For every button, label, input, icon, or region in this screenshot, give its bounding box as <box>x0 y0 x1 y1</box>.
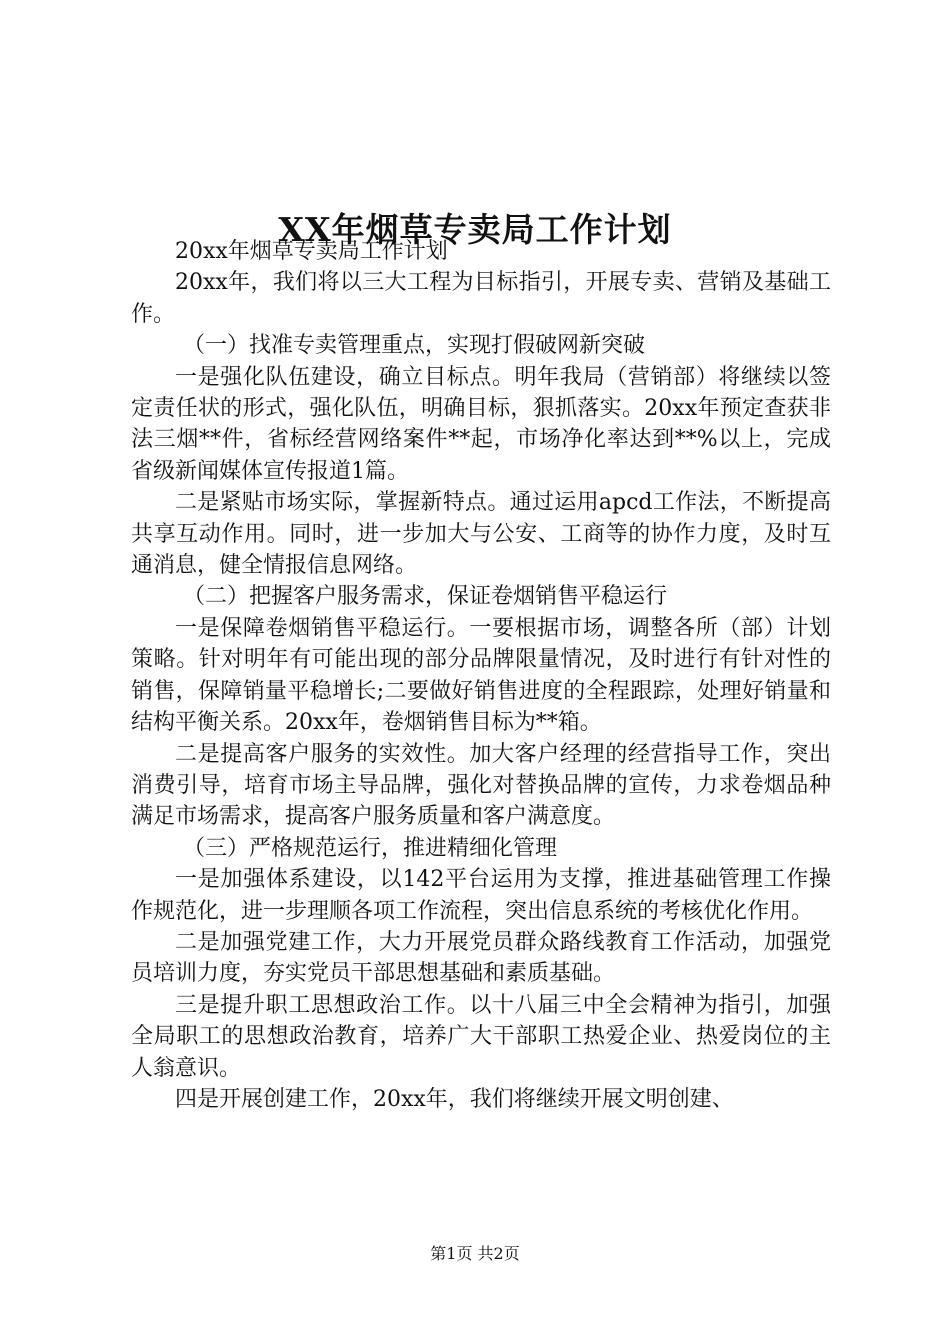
paragraph: 一是强化队伍建设，确立目标点。明年我局（营销部）将继续以签定责任状的形式，强化队伍，明确目标，狠抓落实。20xx年预定查获非法三烟**件，省标经营网络案件**起，市场净化率达到**%以上，完成省级新闻媒体宣传报道1篇。 <box>131 364 831 484</box>
section-heading-3: （三）严格规范运行，推进精细化管理 <box>183 835 558 861</box>
section-heading-1: （一）找准专卖管理重点，实现打假破网新突破 <box>183 333 646 359</box>
paragraph: 二是提高客户服务的实效性。加大客户经理的经营指导工作，突出消费引导，培育市场主导品牌，强化对替换品牌的宣传，力求卷烟品种满足市场需求，提高客户服务质量和客户满意度。 <box>131 741 831 830</box>
document-title: XX年烟草专卖局工作计划 <box>278 210 672 250</box>
paragraph-subtitle: 20xx年烟草专卖局工作计划 <box>175 239 448 264</box>
paragraph: 二是加强党建工作，大力开展党员群众路线教育工作活动，加强党员培训力度，夯实党员干部思想基础和素质基础。 <box>131 929 831 987</box>
paragraph: 四是开展创建工作，20xx年，我们将继续开展文明创建、 <box>175 1086 734 1112</box>
document-body <box>131 236 831 1115</box>
page-number-indicator: 第1页 共2页 <box>430 1244 520 1263</box>
section-heading-2: （二）把握客户服务需求，保证卷烟销售平稳运行 <box>183 584 668 610</box>
page-footer <box>0 1243 950 1265</box>
paragraph-intro: 20xx年，我们将以三大工程为目标指引，开展专卖、营销及基础工作。 <box>131 270 831 327</box>
paragraph: 二是紧贴市场实际，掌握新特点。通过运用apcd工作法，不断提高共享互动作用。同时，进一步加大与公安、工商等的协作力度，及时互通消息，健全情报信息网络。 <box>131 490 831 579</box>
paragraph: 一是保障卷烟销售平稳运行。一要根据市场，调整各所（部）计划策略。针对明年有可能出现的部分品牌限量情况，及时进行有针对性的销售，保障销量平稳增长;二要做好销售进度的全程跟踪，处理好销量和结构平衡关系。20xx年，卷烟销售目标为**箱。 <box>131 615 831 736</box>
paragraph: 一是加强体系建设，以142平台运用为支撑，推进基础管理工作操作规范化，进一步理顺各项工作流程，突出信息系统的考核优化作用。 <box>131 867 831 924</box>
paragraph: 三是提升职工思想政治工作。以十八届三中全会精神为指引，加强全局职工的思想政治教育，培养广大干部职工热爱企业、热爱岗位的主人翁意识。 <box>131 992 831 1081</box>
